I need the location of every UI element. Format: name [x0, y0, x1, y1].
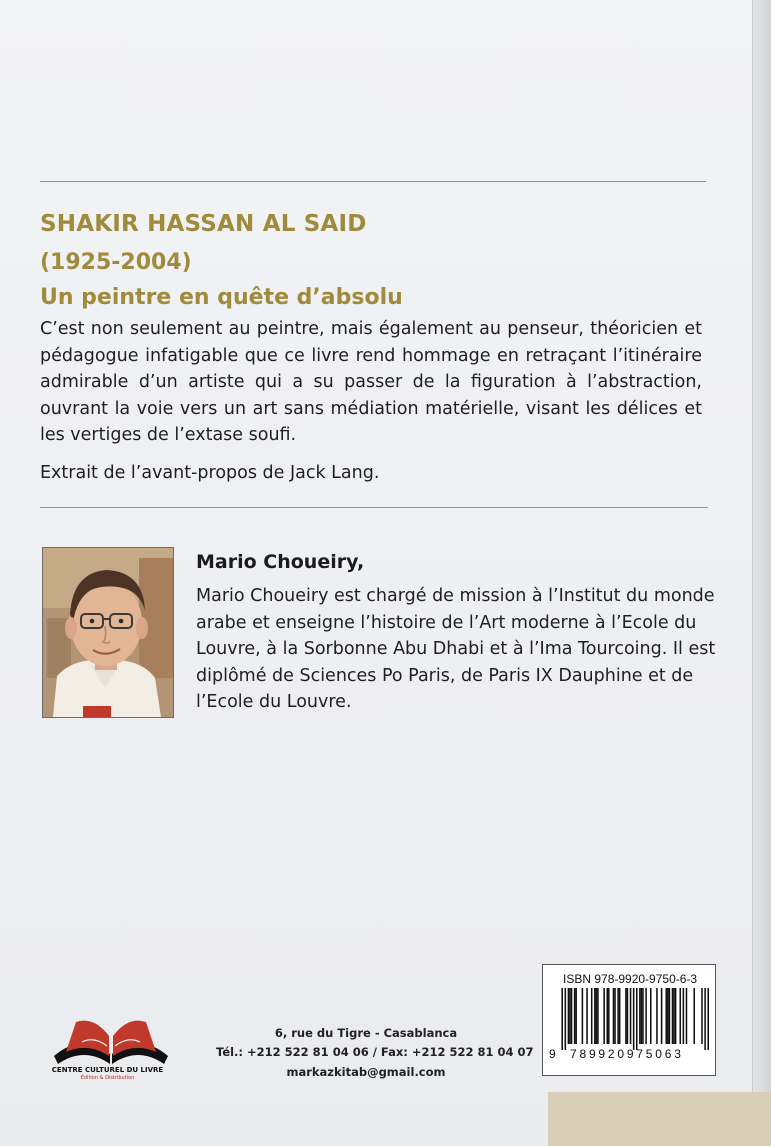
barcode-first-digit: 9 — [549, 1047, 556, 1061]
barcode-bar — [693, 988, 695, 1044]
barcode-bar — [561, 988, 563, 1050]
barcode-bar — [613, 988, 615, 1044]
barcode-bar — [683, 988, 685, 1044]
barcode-bar — [675, 988, 677, 1044]
barcode-bar — [565, 988, 567, 1050]
barcode-bar — [707, 988, 709, 1050]
publisher-address: 6, rue du Tigre - Casablanca — [274, 1026, 458, 1040]
barcode-bar — [666, 988, 668, 1044]
barcode-bar — [686, 988, 688, 1044]
barcode-bar — [679, 988, 681, 1044]
book-subtitle: Un peintre en quête d’absolu — [40, 285, 403, 310]
bottom-surface — [548, 1092, 771, 1146]
barcode-bar — [642, 988, 644, 1044]
barcode-bar — [594, 988, 596, 1044]
publisher-phone-fax: Tél.: +212 522 81 04 06 / Fax: +212 522 81 04 07 — [216, 1045, 534, 1059]
barcode-bar — [617, 988, 619, 1044]
barcode-digits: 789920975063 — [570, 1047, 684, 1061]
barcode-bar — [639, 988, 641, 1044]
biography-text: Mario Choueiry est chargé de mission à l’Institut du monde arabe et enseigne l’histoire de l’Art moderne à l’Ecole du Louvre, à la Sorbonne Abu Dhabi et à l’Ima Tourcoing. Il est diplômé de Sciences Po Paris, de Paris IX Dauphine et de l’Ecole du Louvre. — [196, 586, 716, 712]
barcode-bar — [701, 988, 703, 1044]
barcode-bar — [575, 988, 577, 1044]
publisher-name: CENTRE CULTUREL DU LIVRE — [51, 1066, 164, 1074]
barcode-bar — [627, 988, 629, 1044]
barcode-bar — [606, 988, 608, 1044]
barcode-bar — [568, 988, 570, 1044]
barcode-bar — [614, 988, 616, 1044]
barcode-bar — [636, 988, 638, 1050]
barcode-bar — [669, 988, 671, 1044]
book-edge — [752, 0, 771, 1146]
blurb-source: Extrait de l’avant-propos de Jack Lang. — [40, 463, 380, 483]
book-dates: (1925-2004) — [40, 250, 192, 275]
book-author-heading: SHAKIR HASSAN AL SAID — [40, 211, 367, 237]
publisher-tagline: Édition & Distribution — [80, 1075, 135, 1081]
barcode-block — [542, 964, 716, 1076]
barcode-bar — [661, 988, 663, 1044]
barcode-bar — [625, 988, 627, 1044]
barcode-bar — [619, 988, 621, 1044]
barcode-bar — [633, 988, 635, 1050]
barcode-bar — [597, 988, 599, 1044]
barcode-bar — [574, 988, 576, 1044]
barcode-bar — [650, 988, 652, 1044]
barcode-bar — [569, 988, 571, 1044]
barcode-bar — [571, 988, 573, 1044]
barcode-bar — [645, 988, 647, 1044]
barcode-bar — [591, 988, 593, 1044]
barcode — [549, 988, 709, 1050]
barcode-bar — [586, 988, 588, 1044]
barcode-bar — [630, 988, 632, 1044]
barcode-bar — [641, 988, 643, 1044]
author-photo — [42, 547, 174, 718]
barcode-bar — [672, 988, 674, 1044]
barcode-bar — [603, 988, 605, 1044]
middle-divider — [40, 507, 708, 508]
barcode-bar — [704, 988, 706, 1050]
biography-name: Mario Choueiry, — [196, 551, 365, 573]
isbn-label: ISBN 978-9920-9750-6-3 — [563, 972, 698, 986]
barcode-bar — [596, 988, 598, 1044]
barcode-bar — [667, 988, 669, 1044]
barcode-bar — [656, 988, 658, 1044]
publisher-email: markazkitab@gmail.com — [286, 1065, 446, 1079]
top-divider — [40, 181, 706, 182]
barcode-bar — [582, 988, 584, 1044]
barcode-bar — [673, 988, 675, 1044]
blurb-paragraph: C’est non seulement au peintre, mais également au penseur, théoricien et pédagogue infatigable que ce livre rend hommage en retraçant l’itinéraire admirable d’un artiste qui a su passer de la figuration à l’abstraction, ouvrant la voie vers un art sans médiation matérielle, visant les délices et les vertiges de l’extase soufi. — [40, 319, 702, 445]
barcode-bar — [608, 988, 610, 1044]
